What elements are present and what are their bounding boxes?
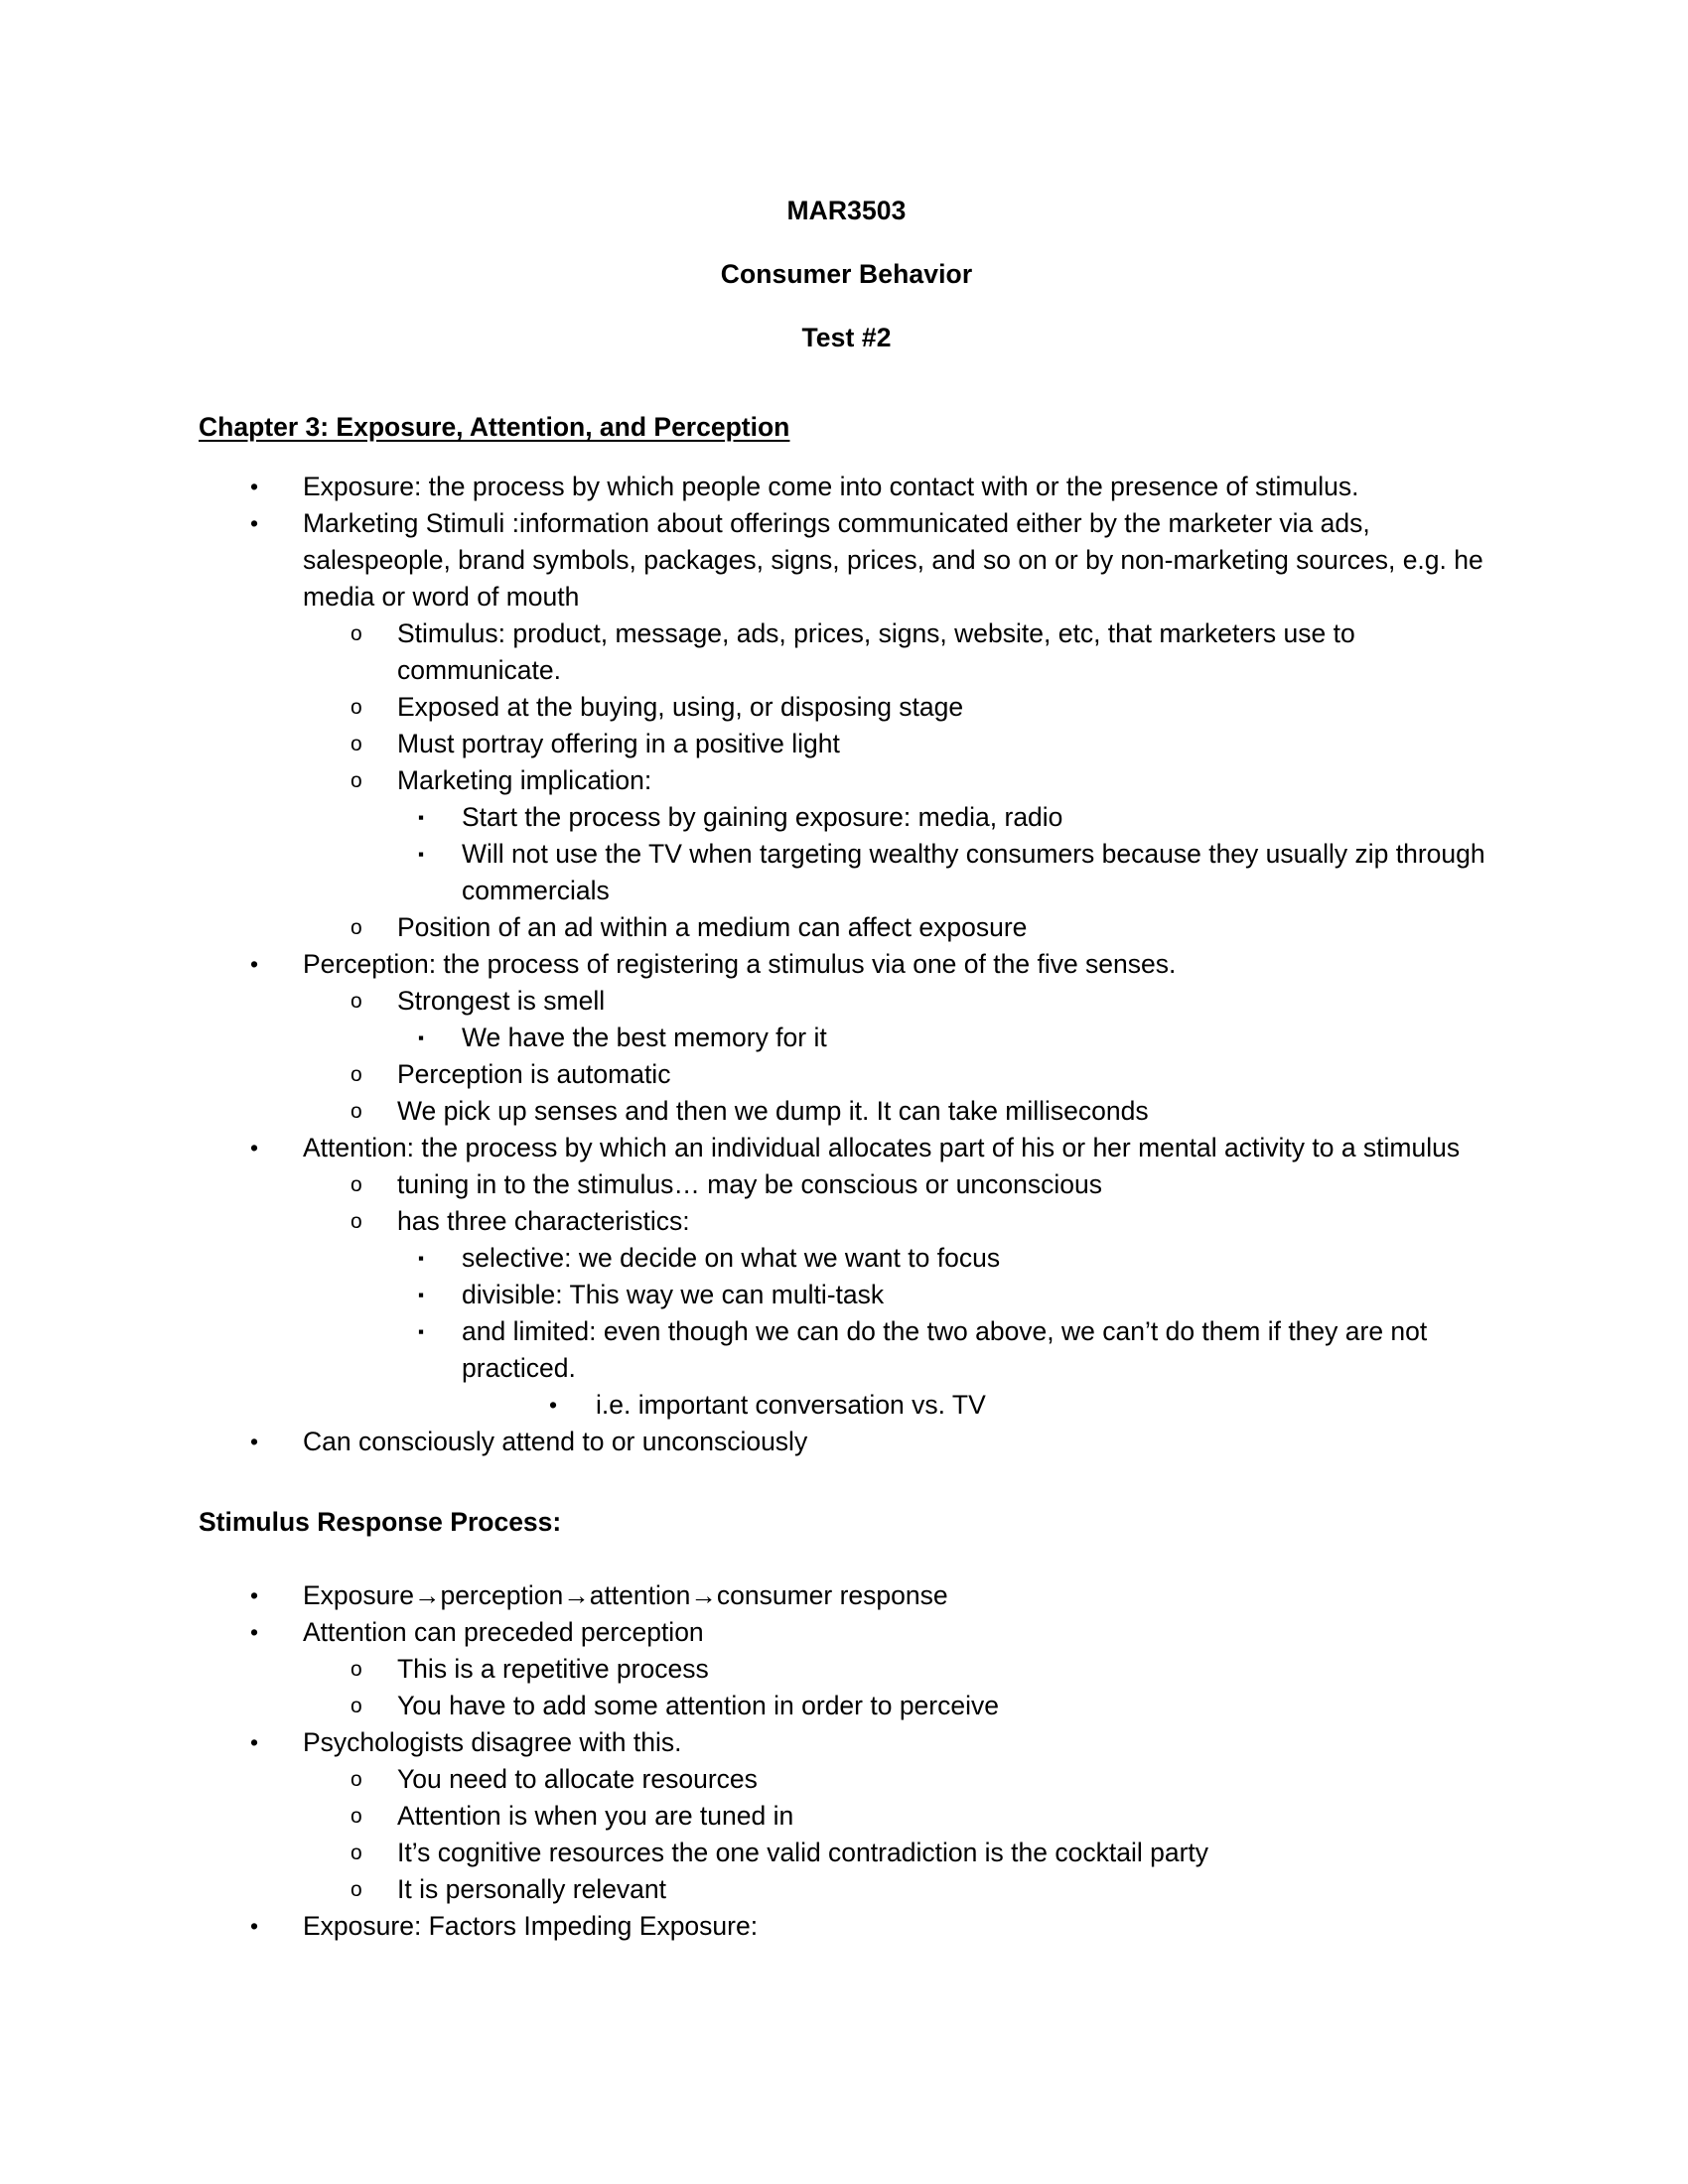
bullet-marker-level-2: o [351, 916, 362, 939]
list-item [199, 1093, 1494, 1130]
list-item-text: tuning in to the stimulus… may be conscious or unconscious [397, 1169, 1102, 1199]
list-item [199, 726, 1494, 762]
list-item-text: has three characteristics: [397, 1206, 690, 1236]
list-item [199, 1166, 1494, 1203]
list-item [199, 1056, 1494, 1093]
list-item [199, 505, 1494, 615]
bullet-marker-level-2: o [351, 769, 362, 792]
chapter3-bullet-list [199, 469, 1494, 1460]
list-item-text: Psychologists disagree with this. [303, 1727, 682, 1757]
list-item [199, 983, 1494, 1020]
list-item [199, 1761, 1494, 1798]
bullet-marker-level-1: • [250, 1135, 259, 1160]
list-item [199, 1908, 1494, 1945]
bullet-marker-level-1: • [250, 951, 259, 977]
list-item-text: Exposed at the buying, using, or disposing stage [397, 692, 964, 722]
list-item [199, 689, 1494, 726]
bullet-marker-level-1: • [250, 1619, 259, 1645]
list-item-text: It’s cognitive resources the one valid contradiction is the cocktail party [397, 1838, 1209, 1867]
list-item-text: Perception is automatic [397, 1059, 671, 1089]
course-code-title: MAR3503 [786, 196, 907, 225]
section-heading-stimulus-response: Stimulus Response Process: [199, 1507, 562, 1537]
list-item-text: Exposure→perception→attention→consumer response [303, 1580, 948, 1610]
list-item [199, 469, 1494, 505]
list-item-text: divisible: This way we can multi-task [462, 1280, 885, 1309]
list-item-text: Exposure: the process by which people come into contact with or the presence of stimulus. [303, 472, 1359, 501]
bullet-marker-level-3: ▪ [418, 845, 425, 864]
list-item [199, 799, 1494, 836]
bullet-marker-level-1: • [250, 1913, 259, 1939]
chapter-heading [199, 395, 1494, 459]
list-item-text: Start the process by gaining exposure: media, radio [462, 802, 1063, 832]
stimulus-response-bullet-list [199, 1577, 1494, 1945]
bullet-marker-level-1: • [250, 1582, 259, 1608]
list-item-text: Strongest is smell [397, 986, 606, 1016]
list-item-text: Attention is when you are tuned in [397, 1801, 794, 1831]
bullet-marker-level-2: o [351, 1173, 362, 1196]
list-item [199, 1130, 1494, 1166]
list-item-text: Attention: the process by which an individual allocates part of his or her mental activity to a stimulus [303, 1133, 1461, 1162]
bullet-marker-level-3: ▪ [418, 1249, 425, 1268]
list-item-text: Attention can preceded perception [303, 1617, 704, 1647]
list-item [199, 1240, 1494, 1277]
list-item [199, 909, 1494, 946]
bullet-marker-level-2: o [351, 622, 362, 645]
bullet-marker-level-2: o [351, 1658, 362, 1681]
list-item-text: Exposure: Factors Impeding Exposure: [303, 1911, 759, 1941]
bullet-marker-level-1: • [250, 510, 259, 536]
bullet-marker-level-2: o [351, 1768, 362, 1791]
spacer [199, 459, 1494, 469]
list-item [199, 615, 1494, 689]
bullet-marker-level-2: o [351, 1100, 362, 1123]
list-item-text: Marketing Stimuli :information about offerings communicated either by the marketer via ads, salespeople, brand symbols, packages, signs, prices, and so on or by non-marketing sources, e.g. he media or word of mouth [303, 508, 1483, 612]
list-item [199, 1203, 1494, 1240]
spacer [199, 1554, 1494, 1577]
bullet-marker-level-2: o [351, 733, 362, 755]
bullet-marker-level-2: o [351, 1805, 362, 1828]
list-item-text: Will not use the TV when targeting wealthy consumers because they usually zip through commercials [462, 839, 1485, 905]
list-item-text: We pick up senses and then we dump it. It can take milliseconds [397, 1096, 1149, 1126]
list-item [199, 1424, 1494, 1460]
list-item [199, 1277, 1494, 1313]
list-item-text: Must portray offering in a positive light [397, 729, 840, 758]
list-item-text: This is a repetitive process [397, 1654, 709, 1684]
chapter-heading-text: Chapter 3: Exposure, Attention, and Perception [199, 412, 790, 442]
bullet-marker-level-3: ▪ [418, 1028, 425, 1047]
list-item [199, 1577, 1494, 1614]
bullet-marker-level-2: o [351, 696, 362, 719]
list-item-text: We have the best memory for it [462, 1023, 827, 1052]
list-item [199, 1651, 1494, 1688]
list-item-text: You have to add some attention in order to perceive [397, 1691, 999, 1720]
bullet-marker-level-2: o [351, 990, 362, 1013]
list-item-text: It is personally relevant [397, 1874, 667, 1904]
spacer [199, 1460, 1494, 1490]
list-item [199, 1688, 1494, 1724]
list-item-text: Marketing implication: [397, 765, 652, 795]
bullet-marker-level-3: ▪ [418, 808, 425, 827]
bullet-marker-level-4: • [549, 1392, 558, 1418]
list-item-text: Position of an ad within a medium can affect exposure [397, 912, 1028, 942]
list-item [199, 1020, 1494, 1056]
list-item-text: Can consciously attend to or unconsciously [303, 1427, 808, 1456]
bullet-marker-level-2: o [351, 1063, 362, 1086]
bullet-marker-level-3: ▪ [418, 1286, 425, 1304]
list-item [199, 762, 1494, 799]
list-item [199, 1724, 1494, 1761]
list-item [199, 1313, 1494, 1387]
bullet-marker-level-1: • [250, 474, 259, 499]
list-item [199, 1798, 1494, 1835]
list-item [199, 836, 1494, 909]
bullet-marker-level-2: o [351, 1842, 362, 1864]
list-item [199, 1614, 1494, 1651]
test-label-title: Test #2 [801, 323, 892, 352]
bullet-marker-level-2: o [351, 1878, 362, 1901]
list-item-text: Perception: the process of registering a stimulus via one of the five senses. [303, 949, 1177, 979]
document-content [199, 179, 1494, 1945]
bullet-marker-level-2: o [351, 1695, 362, 1717]
bullet-marker-level-1: • [250, 1429, 259, 1454]
list-item-text: selective: we decide on what we want to focus [462, 1243, 1001, 1273]
list-item [199, 1835, 1494, 1871]
list-item-text: and limited: even though we can do the two above, we can’t do them if they are not practiced. [462, 1316, 1428, 1383]
list-item [199, 1871, 1494, 1908]
bullet-marker-level-3: ▪ [418, 1322, 425, 1341]
bullet-marker-level-1: • [250, 1729, 259, 1755]
course-name-title: Consumer Behavior [720, 259, 973, 289]
list-item [199, 1387, 1494, 1424]
list-item-text: i.e. important conversation vs. TV [596, 1390, 986, 1420]
bullet-marker-level-2: o [351, 1210, 362, 1233]
list-item [199, 946, 1494, 983]
list-item-text: You need to allocate resources [397, 1764, 758, 1794]
list-item-text: Stimulus: product, message, ads, prices, signs, website, etc, that marketers use to communicate. [397, 618, 1355, 685]
